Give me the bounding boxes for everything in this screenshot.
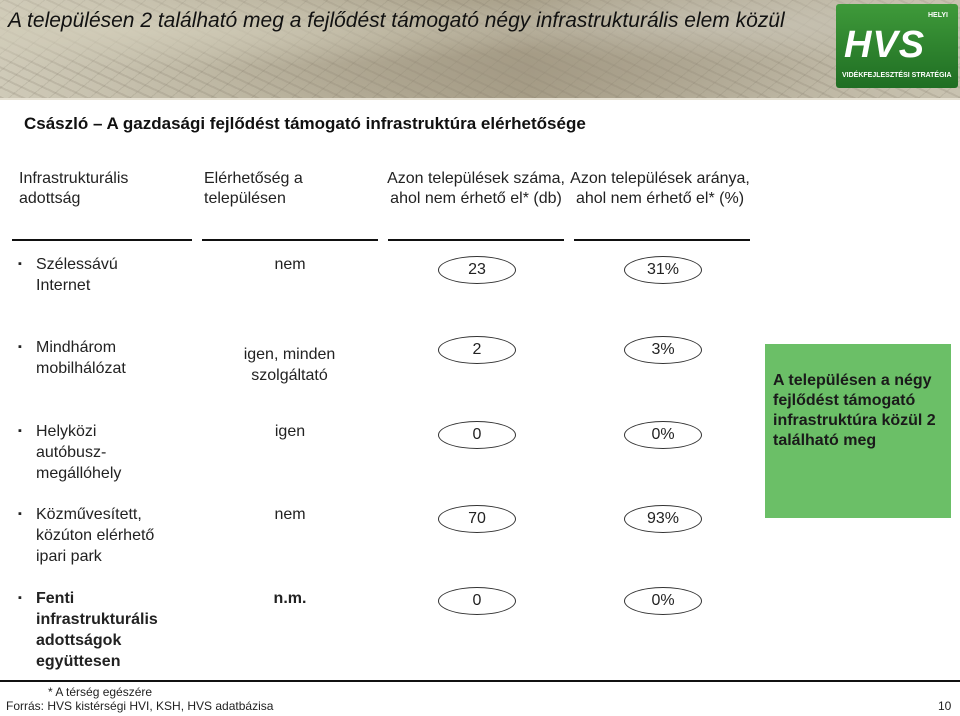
footer-rule	[0, 680, 960, 682]
count-value: 70	[438, 505, 516, 533]
column-header-infrastructure: Infrastrukturális adottság	[19, 170, 129, 207]
bullet-icon: ▪	[18, 341, 22, 353]
row-availability: nem	[274, 506, 306, 523]
slide-title: A településen 2 található meg a fejlődést támogató négy infrastrukturális elem közül	[8, 9, 785, 32]
bullet-icon: ▪	[18, 258, 22, 270]
share-value: 31%	[624, 256, 702, 284]
column-rule	[202, 239, 378, 241]
column-rule	[574, 239, 750, 241]
logo-tagline: VIDÉKFEJLESZTÉSI STRATÉGIA	[842, 72, 952, 79]
footnote: * A térség egészére	[48, 685, 153, 699]
share-value: 3%	[624, 336, 702, 364]
column-rule	[12, 239, 192, 241]
bullet-icon: ▪	[18, 508, 22, 520]
row-label: ▪ Szélessávú Internet	[18, 256, 118, 294]
source-note: Forrás: HVS kistérségi HVI, KSH, HVS adatbázisa	[6, 699, 274, 713]
count-value: 0	[438, 421, 516, 449]
header-divider	[0, 98, 960, 100]
column-rule	[388, 239, 564, 241]
row-availability: nem	[274, 256, 306, 273]
row-label: ▪ Mindhárom mobilhálózat	[18, 339, 126, 377]
row-availability: igen	[274, 423, 306, 440]
share-value: 0%	[624, 421, 702, 449]
logo-main-text: HVS	[844, 24, 926, 66]
bullet-icon: ▪	[18, 592, 22, 604]
bullet-icon: ▪	[18, 425, 22, 437]
page-subtitle: Császló – A gazdasági fejlődést támogató infrastruktúra elérhetősége	[24, 114, 586, 133]
logo-top-text: HELYI	[928, 12, 948, 19]
share-value: 0%	[624, 587, 702, 615]
row-label: ▪ Helyközi autóbusz-megállóhely	[18, 423, 122, 482]
header-band	[0, 0, 960, 98]
share-value: 93%	[624, 505, 702, 533]
count-value: 2	[438, 336, 516, 364]
row-label: ▪ Fenti infrastrukturális adottságok együttesen	[18, 590, 158, 670]
column-header-count: Azon települések száma, ahol nem érhető el* (db)	[387, 170, 565, 207]
hvs-logo	[836, 4, 958, 88]
page-number: 10	[938, 699, 952, 713]
count-value: 0	[438, 587, 516, 615]
count-value: 23	[438, 256, 516, 284]
column-header-availability: Elérhetőség a településen	[204, 170, 303, 207]
summary-callout: A településen a négy fejlődést támogató infrastruktúra közül 2 található meg	[765, 344, 951, 518]
column-header-share: Azon települések aránya, ahol nem érhető el* (%)	[570, 170, 750, 207]
row-availability: n.m.	[273, 590, 307, 607]
row-label: ▪ Közművesített, közúton elérhető ipari park	[18, 506, 155, 565]
row-availability: igen, minden szolgáltató	[243, 346, 336, 384]
